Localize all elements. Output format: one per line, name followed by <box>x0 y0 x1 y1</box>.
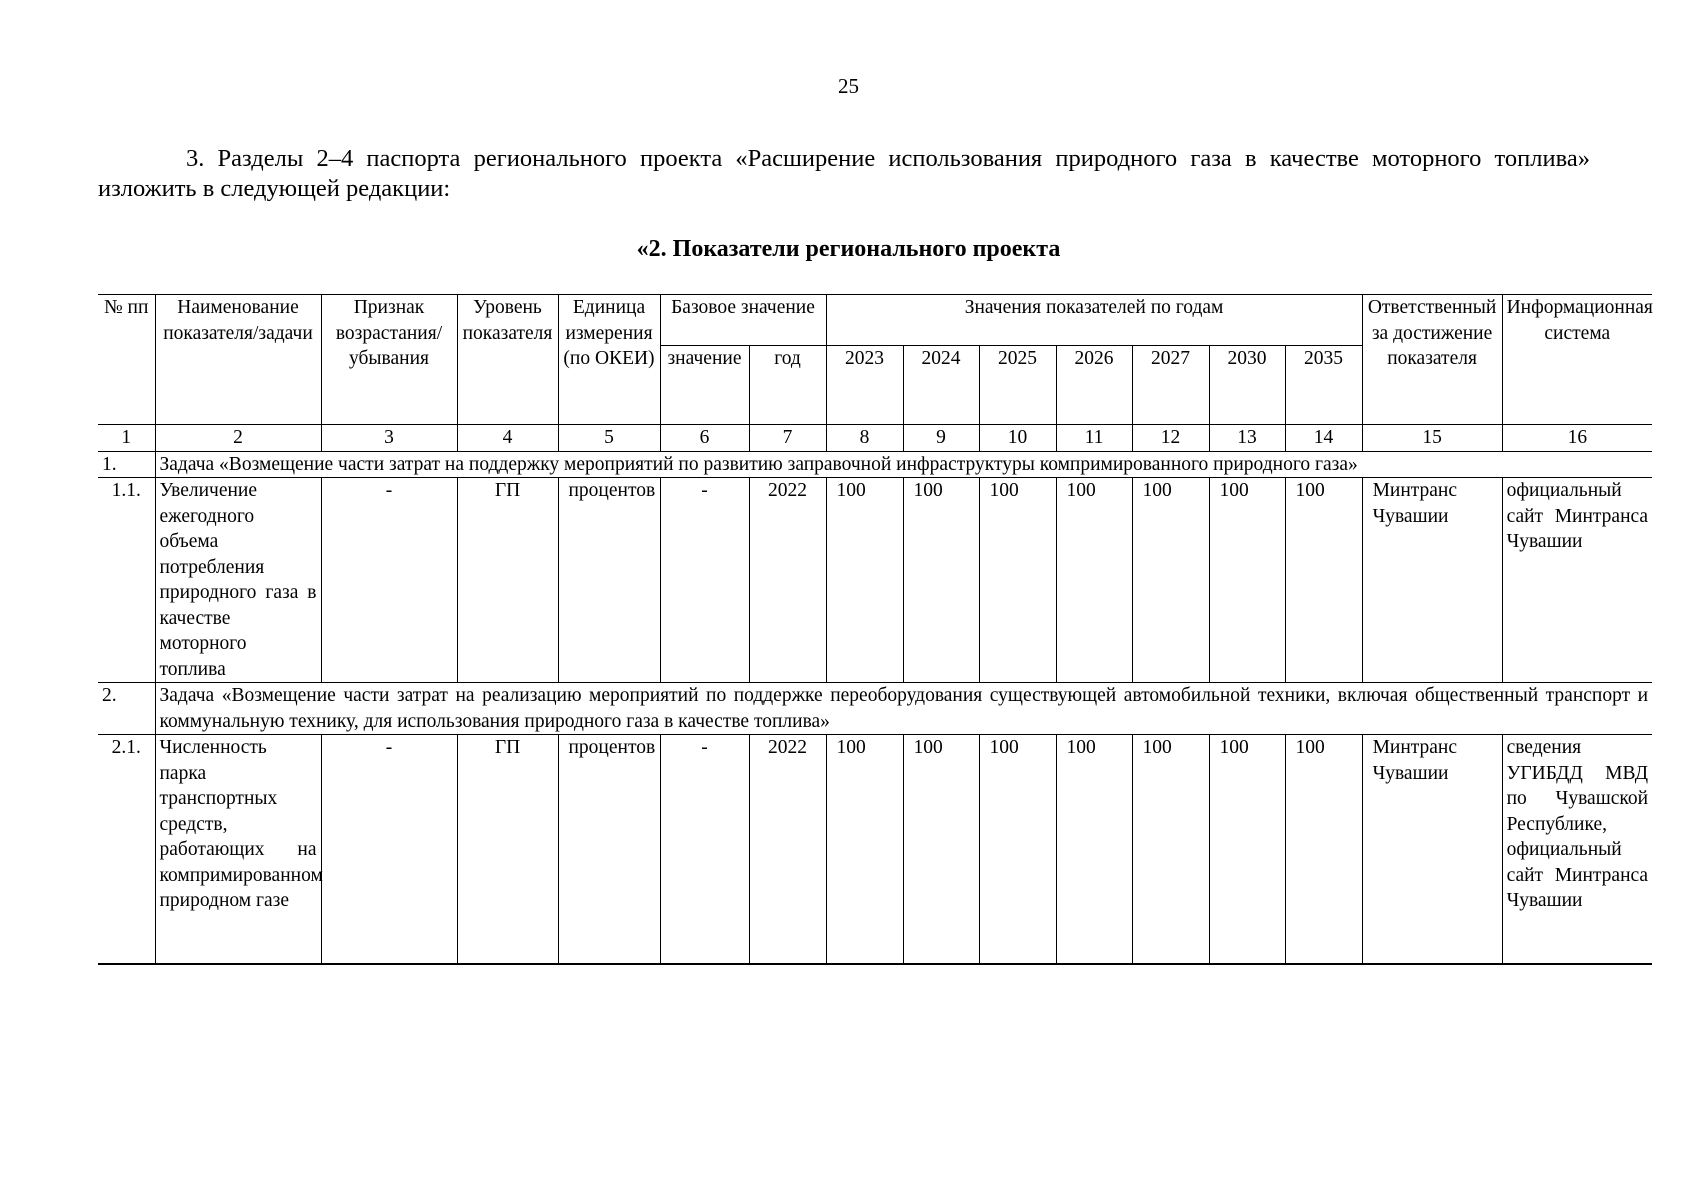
indicator-value-2026: 100 <box>1056 478 1132 683</box>
indicator-responsible: Минтранс Чувашии <box>1362 735 1502 965</box>
indicators-table <box>98 294 1652 965</box>
intro-paragraph: 3. Разделы 2–4 паспорта регионального проекта «Расширение использования природного газа в качестве моторного топлива» изложить в следующей редакции: <box>98 145 1590 202</box>
indicator-value-2035: 100 <box>1285 478 1362 683</box>
column-number: 6 <box>660 425 749 452</box>
header-info-system: Информационная система <box>1502 295 1652 425</box>
indicator-value-2024: 100 <box>903 735 979 965</box>
indicator-row <box>98 478 1652 683</box>
column-number: 15 <box>1362 425 1502 452</box>
header-year: 2025 <box>979 346 1056 425</box>
section-title: «2. Показатели регионального проекта <box>636 236 1061 262</box>
header-year: 2024 <box>903 346 979 425</box>
task-num: 2. <box>98 683 155 735</box>
indicator-value-2035: 100 <box>1285 735 1362 965</box>
indicator-name: Увеличение ежегодного объема потребления природного газа в качестве моторного топлива <box>155 478 321 683</box>
indicator-value-2023: 100 <box>826 478 903 683</box>
column-number: 8 <box>826 425 903 452</box>
indicator-level: ГП <box>457 735 558 965</box>
header-row-1 <box>98 295 1652 346</box>
header-year: 2026 <box>1056 346 1132 425</box>
header-year: 2030 <box>1209 346 1285 425</box>
indicator-value-2026: 100 <box>1056 735 1132 965</box>
indicator-base-year: 2022 <box>749 478 826 683</box>
column-number: 11 <box>1056 425 1132 452</box>
indicator-name: Численность парка транспортных средств, работающих на компримированном природном газе <box>155 735 321 965</box>
column-number: 4 <box>457 425 558 452</box>
column-number: 3 <box>321 425 457 452</box>
column-number: 1 <box>98 425 155 452</box>
column-numbers-row <box>98 425 1652 452</box>
task-row <box>98 683 1652 735</box>
header-base-year: год <box>749 346 826 425</box>
indicator-value-2025: 100 <box>979 735 1056 965</box>
indicator-value-2030: 100 <box>1209 478 1285 683</box>
header-num: № пп <box>98 295 155 425</box>
indicator-value-2027: 100 <box>1132 735 1209 965</box>
indicator-base-value: - <box>660 478 749 683</box>
indicator-row <box>98 735 1652 965</box>
task-num: 1. <box>98 451 155 478</box>
column-number: 9 <box>903 425 979 452</box>
column-number: 5 <box>558 425 660 452</box>
header-year: 2023 <box>826 346 903 425</box>
header-level: Уровень показателя <box>457 295 558 425</box>
header-year: 2035 <box>1285 346 1362 425</box>
indicator-value-2024: 100 <box>903 478 979 683</box>
indicator-level: ГП <box>457 478 558 683</box>
indicator-num: 2.1. <box>98 735 155 965</box>
task-title: Задача «Возмещение части затрат на поддержку мероприятий по развитию заправочной инфраструктуры компримированного природного газа» <box>155 451 1652 478</box>
column-number: 10 <box>979 425 1056 452</box>
indicator-base-year: 2022 <box>749 735 826 965</box>
indicator-value-2025: 100 <box>979 478 1056 683</box>
column-number: 16 <box>1502 425 1652 452</box>
task-row <box>98 451 1652 478</box>
indicator-value-2027: 100 <box>1132 478 1209 683</box>
column-number: 12 <box>1132 425 1209 452</box>
header-responsible: Ответственный за достижение показателя <box>1362 295 1502 425</box>
indicator-value-2030: 100 <box>1209 735 1285 965</box>
indicator-trend: - <box>321 735 457 965</box>
header-unit: Единица измерения (по ОКЕИ) <box>558 295 660 425</box>
column-number: 13 <box>1209 425 1285 452</box>
column-number: 2 <box>155 425 321 452</box>
indicator-info-system: сведения УГИБДД МВД по Чувашской Республике, официальный сайт Минтранса Чувашии <box>1502 735 1652 965</box>
header-trend: Признак возрастания/убывания <box>321 295 457 425</box>
page-number: 25 <box>838 74 859 98</box>
indicator-base-value: - <box>660 735 749 965</box>
header-years-group: Значения показателей по годам <box>826 295 1362 346</box>
indicator-unit: процентов <box>558 478 660 683</box>
column-number: 7 <box>749 425 826 452</box>
column-number: 14 <box>1285 425 1362 452</box>
indicator-trend: - <box>321 478 457 683</box>
task-title: Задача «Возмещение части затрат на реализацию мероприятий по поддержке переоборудования существующей автомобильной техники, включая общественный транспорт и коммунальную технику, для использования природного газа в качестве топлива» <box>155 683 1652 735</box>
header-base-value: значение <box>660 346 749 425</box>
header-year: 2027 <box>1132 346 1209 425</box>
indicator-value-2023: 100 <box>826 735 903 965</box>
indicator-responsible: Минтранс Чувашии <box>1362 478 1502 683</box>
indicator-info-system: официальный сайт Минтранса Чувашии <box>1502 478 1652 683</box>
indicator-num: 1.1. <box>98 478 155 683</box>
indicator-unit: процентов <box>558 735 660 965</box>
header-base: Базовое значение <box>660 295 826 346</box>
header-name: Наименование показателя/задачи <box>155 295 321 425</box>
